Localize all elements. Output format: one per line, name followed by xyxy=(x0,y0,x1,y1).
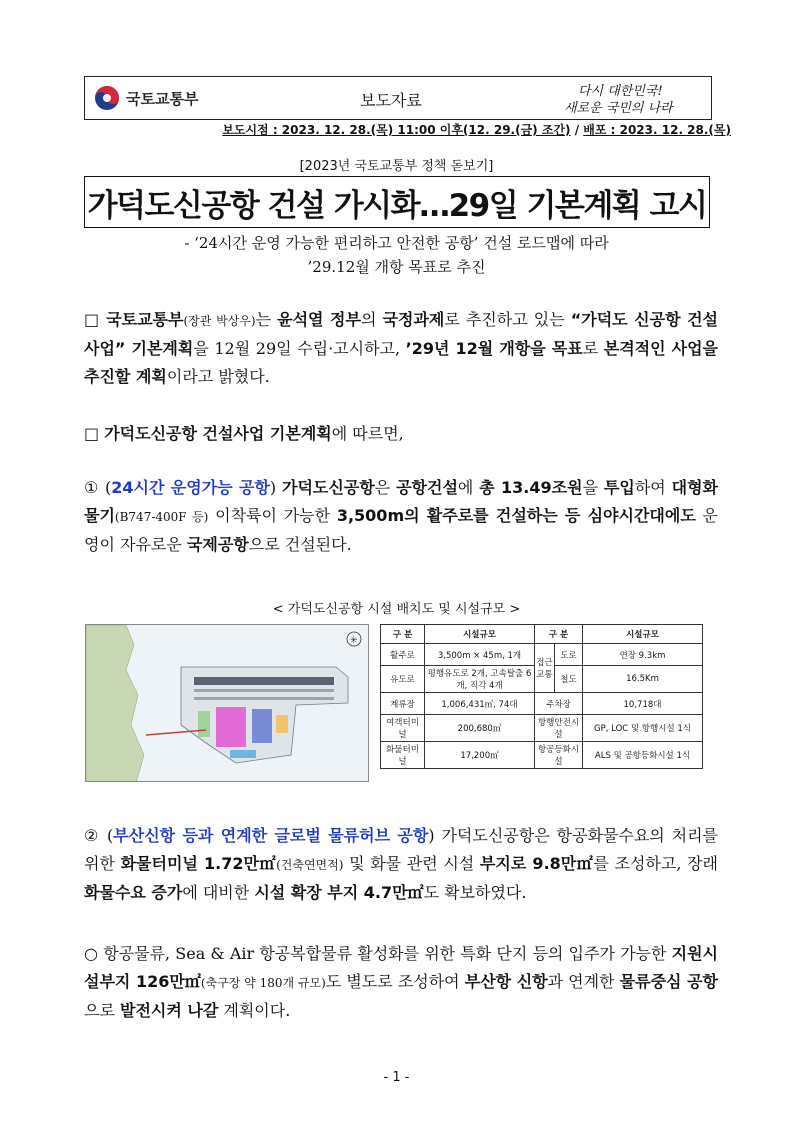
p2-b: 에 따르면, xyxy=(331,424,404,443)
p3-c: 은 xyxy=(374,478,397,497)
embargo-line xyxy=(0,121,731,138)
p4-h: 화물수요 증가 xyxy=(84,883,183,902)
p5-e: 부산항 신항 xyxy=(464,972,548,991)
table-row xyxy=(381,715,703,742)
p1-h: “가덕도 신공항 건설사업” 기본계획 xyxy=(84,310,718,358)
table-cell: 17,200㎡ xyxy=(425,742,535,769)
table-header-cell: 구 분 xyxy=(381,625,425,644)
facility-table xyxy=(380,624,703,769)
table-header-cell: 시설규모 xyxy=(583,625,703,644)
title-box xyxy=(84,176,710,228)
table-cell: ALS 및 공항등화시설 1식 xyxy=(583,742,703,769)
table-cell: 여객터미널 xyxy=(381,715,425,742)
subtitle-line2: ’29.12월 개항 목표로 추진 xyxy=(307,258,486,276)
table-cell: 16.5Km xyxy=(583,666,703,693)
table-cell: 주차장 xyxy=(535,693,583,715)
table-cell: 3,500m × 45m, 1개 xyxy=(425,644,535,666)
p3-f: 총 13.49조원 xyxy=(479,478,583,497)
policy-spotlight: [2023년 국토교통부 정책 돋보기] xyxy=(299,159,494,174)
table-header-cell: 구 분 xyxy=(535,625,583,644)
table-cell: 10,718대 xyxy=(583,693,703,715)
p3-n: 운영이 자유로운 xyxy=(84,506,719,554)
p4-c: 화물터미널 1.72만㎡ xyxy=(120,854,277,873)
checkbox-bullet: □ xyxy=(84,424,105,443)
distribution-time: 배포 : 2023. 12. 28.(목) xyxy=(583,123,731,137)
p4-k: 도 확보하였다. xyxy=(423,883,527,902)
p4-g: 를 조성하고, 장래 xyxy=(593,854,718,873)
paragraph-4 xyxy=(84,822,718,907)
table-cell: 200,680㎡ xyxy=(425,715,535,742)
p3-a: 24시간 운영가능 공항 xyxy=(111,478,270,497)
table-cell: 평행유도로 2개, 고속탈출 6개, 직각 4개 xyxy=(425,666,535,693)
p4-a: 부산신항 등과 연계한 글로벌 물류허브 공항 xyxy=(113,826,429,845)
table-cell: 계류장 xyxy=(381,693,425,715)
p1-j: ’29년 12월 개항을 목표 xyxy=(405,339,583,358)
paragraph-2 xyxy=(84,420,718,448)
p3-m: 3,500m의 활주로를 건설하는 등 심야시간대에도 xyxy=(336,506,696,525)
table-cell: 활주로 xyxy=(381,644,425,666)
subtitle-line1: - ‘24시간 운영 가능한 편리하고 안전한 공항’ 건설 로드맵에 따라 xyxy=(184,234,609,252)
table-cell: 도로 xyxy=(555,644,583,666)
table-row xyxy=(381,644,703,666)
p5-h: 으로 xyxy=(84,1001,120,1020)
p2-a: 가덕도신공항 건설사업 기본계획 xyxy=(104,424,332,443)
p1-l: 본격적인 사업을 추진할 계획 xyxy=(84,339,718,386)
p3-g: 을 xyxy=(582,478,604,497)
circle-bullet: ○ xyxy=(84,944,104,963)
slogan-handwriting xyxy=(560,78,705,118)
table-cell: 연장 9.3km xyxy=(583,644,703,666)
p3-p: 으로 건설된다. xyxy=(248,535,352,554)
page-title: 가덕도신공항 건설 가시화…29일 기본계획 고시 xyxy=(87,187,707,224)
p1-b: (장관 박상우) xyxy=(183,314,256,328)
p1-e: 의 xyxy=(360,310,383,329)
p1-f: 국정과제 xyxy=(382,310,445,329)
p5-c: (축구장 약 180개 규모) xyxy=(200,976,326,990)
p5-j: 계획이다. xyxy=(218,1001,291,1020)
paragraph-5 xyxy=(84,940,718,1025)
p3-b: 가덕도신공항 xyxy=(282,478,375,497)
p3-k: (B747-400F 등) xyxy=(114,510,209,524)
p4-close: ) xyxy=(428,826,435,845)
ministry-emblem-icon xyxy=(94,85,120,111)
checkbox-bullet: □ xyxy=(84,310,107,329)
table-row xyxy=(381,742,703,769)
p4-i: 에 대비한 xyxy=(182,883,255,902)
p5-f: 과 연계한 xyxy=(547,972,620,991)
table-cell: 1,006,431㎡, 74대 xyxy=(425,693,535,715)
table-cell: 유도로 xyxy=(381,666,425,693)
table-row xyxy=(381,693,703,715)
table-cell: 항공등화시설 xyxy=(535,742,583,769)
p1-k: 로 xyxy=(582,339,604,358)
p4-f: 부지로 9.8만㎡ xyxy=(479,854,594,873)
p4-e: 및 화물 관련 시설 xyxy=(343,854,480,873)
p1-d: 윤석열 정부 xyxy=(277,310,361,329)
embargo-separator: / xyxy=(570,123,584,137)
ministry-logo xyxy=(94,84,198,112)
paragraph-3 xyxy=(84,474,718,559)
svg-text:✳: ✳ xyxy=(350,636,358,646)
p3-i: 하여 xyxy=(634,478,672,497)
paragraph-1 xyxy=(84,306,718,391)
p5-a: 항공물류, Sea & Air 항공복합물류 활성화를 위한 특화 단지 등의 입주가 가능한 xyxy=(103,944,672,963)
table-header-row xyxy=(381,625,703,644)
p3-e: 에 xyxy=(457,478,480,497)
table-cell: 화물터미널 xyxy=(381,742,425,769)
p3-l: 이착륙이 가능한 xyxy=(208,506,337,525)
p4-j: 시설 확장 부지 4.7만㎡ xyxy=(254,883,424,902)
p1-a: 국토교통부 xyxy=(106,310,184,329)
circle-number-1: ① xyxy=(84,478,105,497)
table-header-cell: 시설규모 xyxy=(425,625,535,644)
doc-type: 보도자료 xyxy=(360,91,422,110)
p5-d: 도 별도로 조성하여 xyxy=(325,972,465,991)
p5-g: 물류중심 공항 xyxy=(619,972,718,991)
table-cell: 항행안전시설 xyxy=(535,715,583,742)
p4-open: ( xyxy=(107,826,114,845)
p3-h: 투입 xyxy=(603,478,635,497)
p3-close: ) xyxy=(269,478,282,497)
circle-number-2: ② xyxy=(84,826,108,845)
p4-b: 가덕도신공항은 항공화물수요의 처리를 위한 xyxy=(84,826,718,873)
p1-g: 로 추진하고 있는 xyxy=(444,310,571,329)
p3-d: 공항건설 xyxy=(396,478,458,497)
ministry-name: 국토교통부 xyxy=(126,89,199,108)
p1-m: 이라고 밝혔다. xyxy=(166,367,270,386)
p5-b: 지원시설부지 126만㎡ xyxy=(84,944,719,991)
p5-i: 발전시켜 나갈 xyxy=(120,1001,219,1020)
airport-layout-map xyxy=(85,624,369,782)
table-cell: GP, LOC 및 항행시설 1식 xyxy=(583,715,703,742)
page-number: - 1 - xyxy=(383,1070,410,1085)
access-traffic-label: 접근교통 xyxy=(535,644,555,693)
p3-o: 국제공항 xyxy=(186,535,249,554)
table-cell: 철도 xyxy=(555,666,583,693)
p1-c: 는 xyxy=(255,310,278,329)
slogan-line1: 다시 대한민국! xyxy=(578,84,663,99)
slogan-line2: 새로운 국민의 나라 xyxy=(564,101,673,116)
p1-i: 을 12월 29일 수립·고시하고, xyxy=(193,339,406,358)
figure-caption: < 가덕도신공항 시설 배치도 및 시설규모 > xyxy=(272,602,521,617)
p3-open: ( xyxy=(105,478,112,497)
p3-j: 대형화물기 xyxy=(84,478,718,525)
release-time: 보도시점 : 2023. 12. 28.(목) 11:00 이후(12. 29.(금) 조간) xyxy=(222,123,571,137)
p4-d: (건축연면적) xyxy=(276,858,344,872)
